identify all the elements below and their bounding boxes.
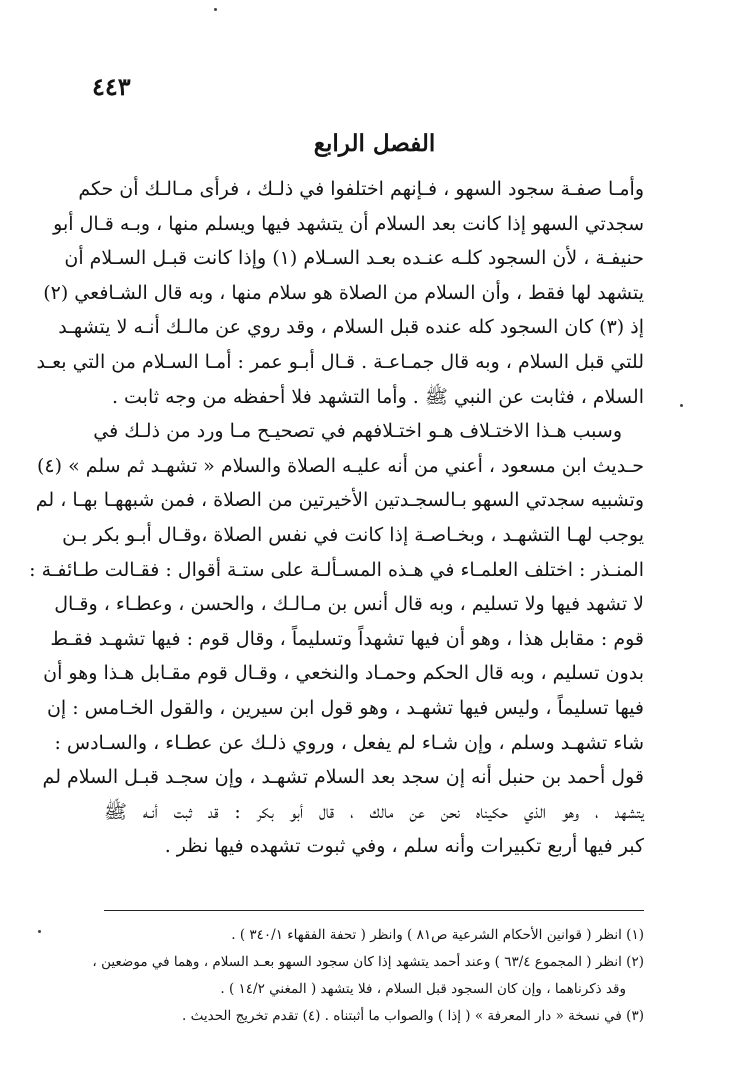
footnote-divider — [104, 910, 644, 911]
text-line: كبر فيها أربع تكبيرات وأنه سلم ، وفي ثبوت تشهده فيها نظر . — [164, 835, 644, 858]
footnote: (١) انظر ( قوانين الأحكام الشرعية ص٨١ ) وانظر ( تحفة الفقهاء ٣٤٠/١ ) . — [231, 927, 644, 943]
main-text — [29, 172, 644, 864]
text-line: السلام ، فثابت عن النبي ﷺ . وأما التشهد فلا أحفظه من وجه ثابت . — [111, 385, 644, 408]
text-line: شاء تشهـد وسلم ، وإن شـاء لم يفعل ، وروي ذلـك عن عطـاء ، والسـادس : — [54, 731, 644, 754]
footnote: (٣) في نسخة « دار المعرفة » ( إذا ) والصواب ما أثبتناه . (٤) تقدم تخريج الحديث . — [182, 1008, 644, 1024]
text-line: وتشبيه سجدتي السهو بـالسجـدتين الأخيرتين من الصلاة ، فمن شبههـا بهـا ، لم — [35, 489, 644, 512]
text-line: فيها تسليماً ، وليس فيها تشهـد ، وهو قول ابن سيرين ، والقول الخـامس : إن — [46, 696, 644, 719]
text-line: للتي قبل السلام ، وبه قال جمـاعـة . قـال أبـو عمر : أمـا السـلام من التي بعـد — [36, 350, 644, 373]
page-number: ٤٤٣ — [92, 72, 131, 101]
text-line: قول أحمد بن حنبل أنه إن سجد بعد السلام تشهـد ، وإن سجـد قبـل السلام لم — [42, 766, 644, 789]
text-line: سجدتي السهو إذا كانت بعد السلام أن يتشهد فيها ويسلم منها ، وبـه قـال أبو — [53, 212, 644, 235]
text-line: يتشهد لها فقط ، وأن السلام من الصلاة هو سلام منها ، وبه قال الشـافعي (٢) — [43, 281, 644, 304]
text-line: حـديث ابن مسعود ، أعني من أنه عليـه الصلاة والسلام « تشهـد ثم سلم » (٤) — [36, 454, 644, 477]
text-line: وأمـا صفـة سجود السهو ، فـإنهم اختلفوا في ذلـك ، فرأى مـالـك أن حكم — [78, 178, 644, 200]
text-line: بدون تسليم ، وبه قال الحكم وحمـاد والنخعي ، وقـال قوم مقـابل هـذا وهو أن — [43, 662, 644, 685]
footnotes — [92, 922, 644, 1030]
text-line: إذ (٣) كان السجود كله عنده قبل السلام ، وقد روي عن مالـك أنـه لا يتشهـد — [58, 316, 644, 339]
text-line: يتشهد ، وهو الذي حكيناه نحن عن مالك ، قال أبو بكر : قد ثبت أنـه ﷺ — [104, 800, 644, 823]
text-line: وسبب هـذا الاختـلاف هـو اختـلافهم في تصحيـح مـا ورد من ذلـك في — [93, 420, 622, 443]
scan-speck — [680, 404, 683, 407]
scan-speck — [38, 930, 41, 933]
footnote-continuation: وقد ذكرناهما ، وإن كان السجود قبل السلام ، فلا يتشهد ( المغني ١٤/٢ ) . — [220, 981, 626, 997]
text-line: قوم : مقابل هذا ، وهو أن فيها تشهداً وتسليماً ، وقال قوم : فيها تشهـد فقـط — [50, 627, 644, 650]
scan-speck — [214, 8, 217, 11]
text-line: لا تشهد فيها ولا تسليم ، وبه قال أنس بن مـالـك ، والحسن ، وعطـاء ، وقـال — [54, 593, 644, 616]
text-line: المنـذر : اختلف العلمـاء في هـذه المسـألـة على ستـة أقوال : فقـالت طـائفـة : — [29, 558, 644, 581]
chapter-title: الفصل الرابع — [313, 130, 436, 157]
text-line: يوجب لهـا التشهـد ، وبخـاصـة إذا كانت في نفس الصلاة ،وقـال أبـو بكر بـن — [62, 523, 644, 546]
text-line: حنيفـة ، لأن السجود كلـه عنـده بعـد السـلام (١) وإذا كانت قبـل السـلام أن — [64, 247, 644, 270]
footnote: (٢) انظر ( المجموع ٦٣/٤ ) وعند أحمد يتشهد إذا كان سجود السهو بعـد السلام ، وهما في موضعين ، — [92, 954, 644, 970]
